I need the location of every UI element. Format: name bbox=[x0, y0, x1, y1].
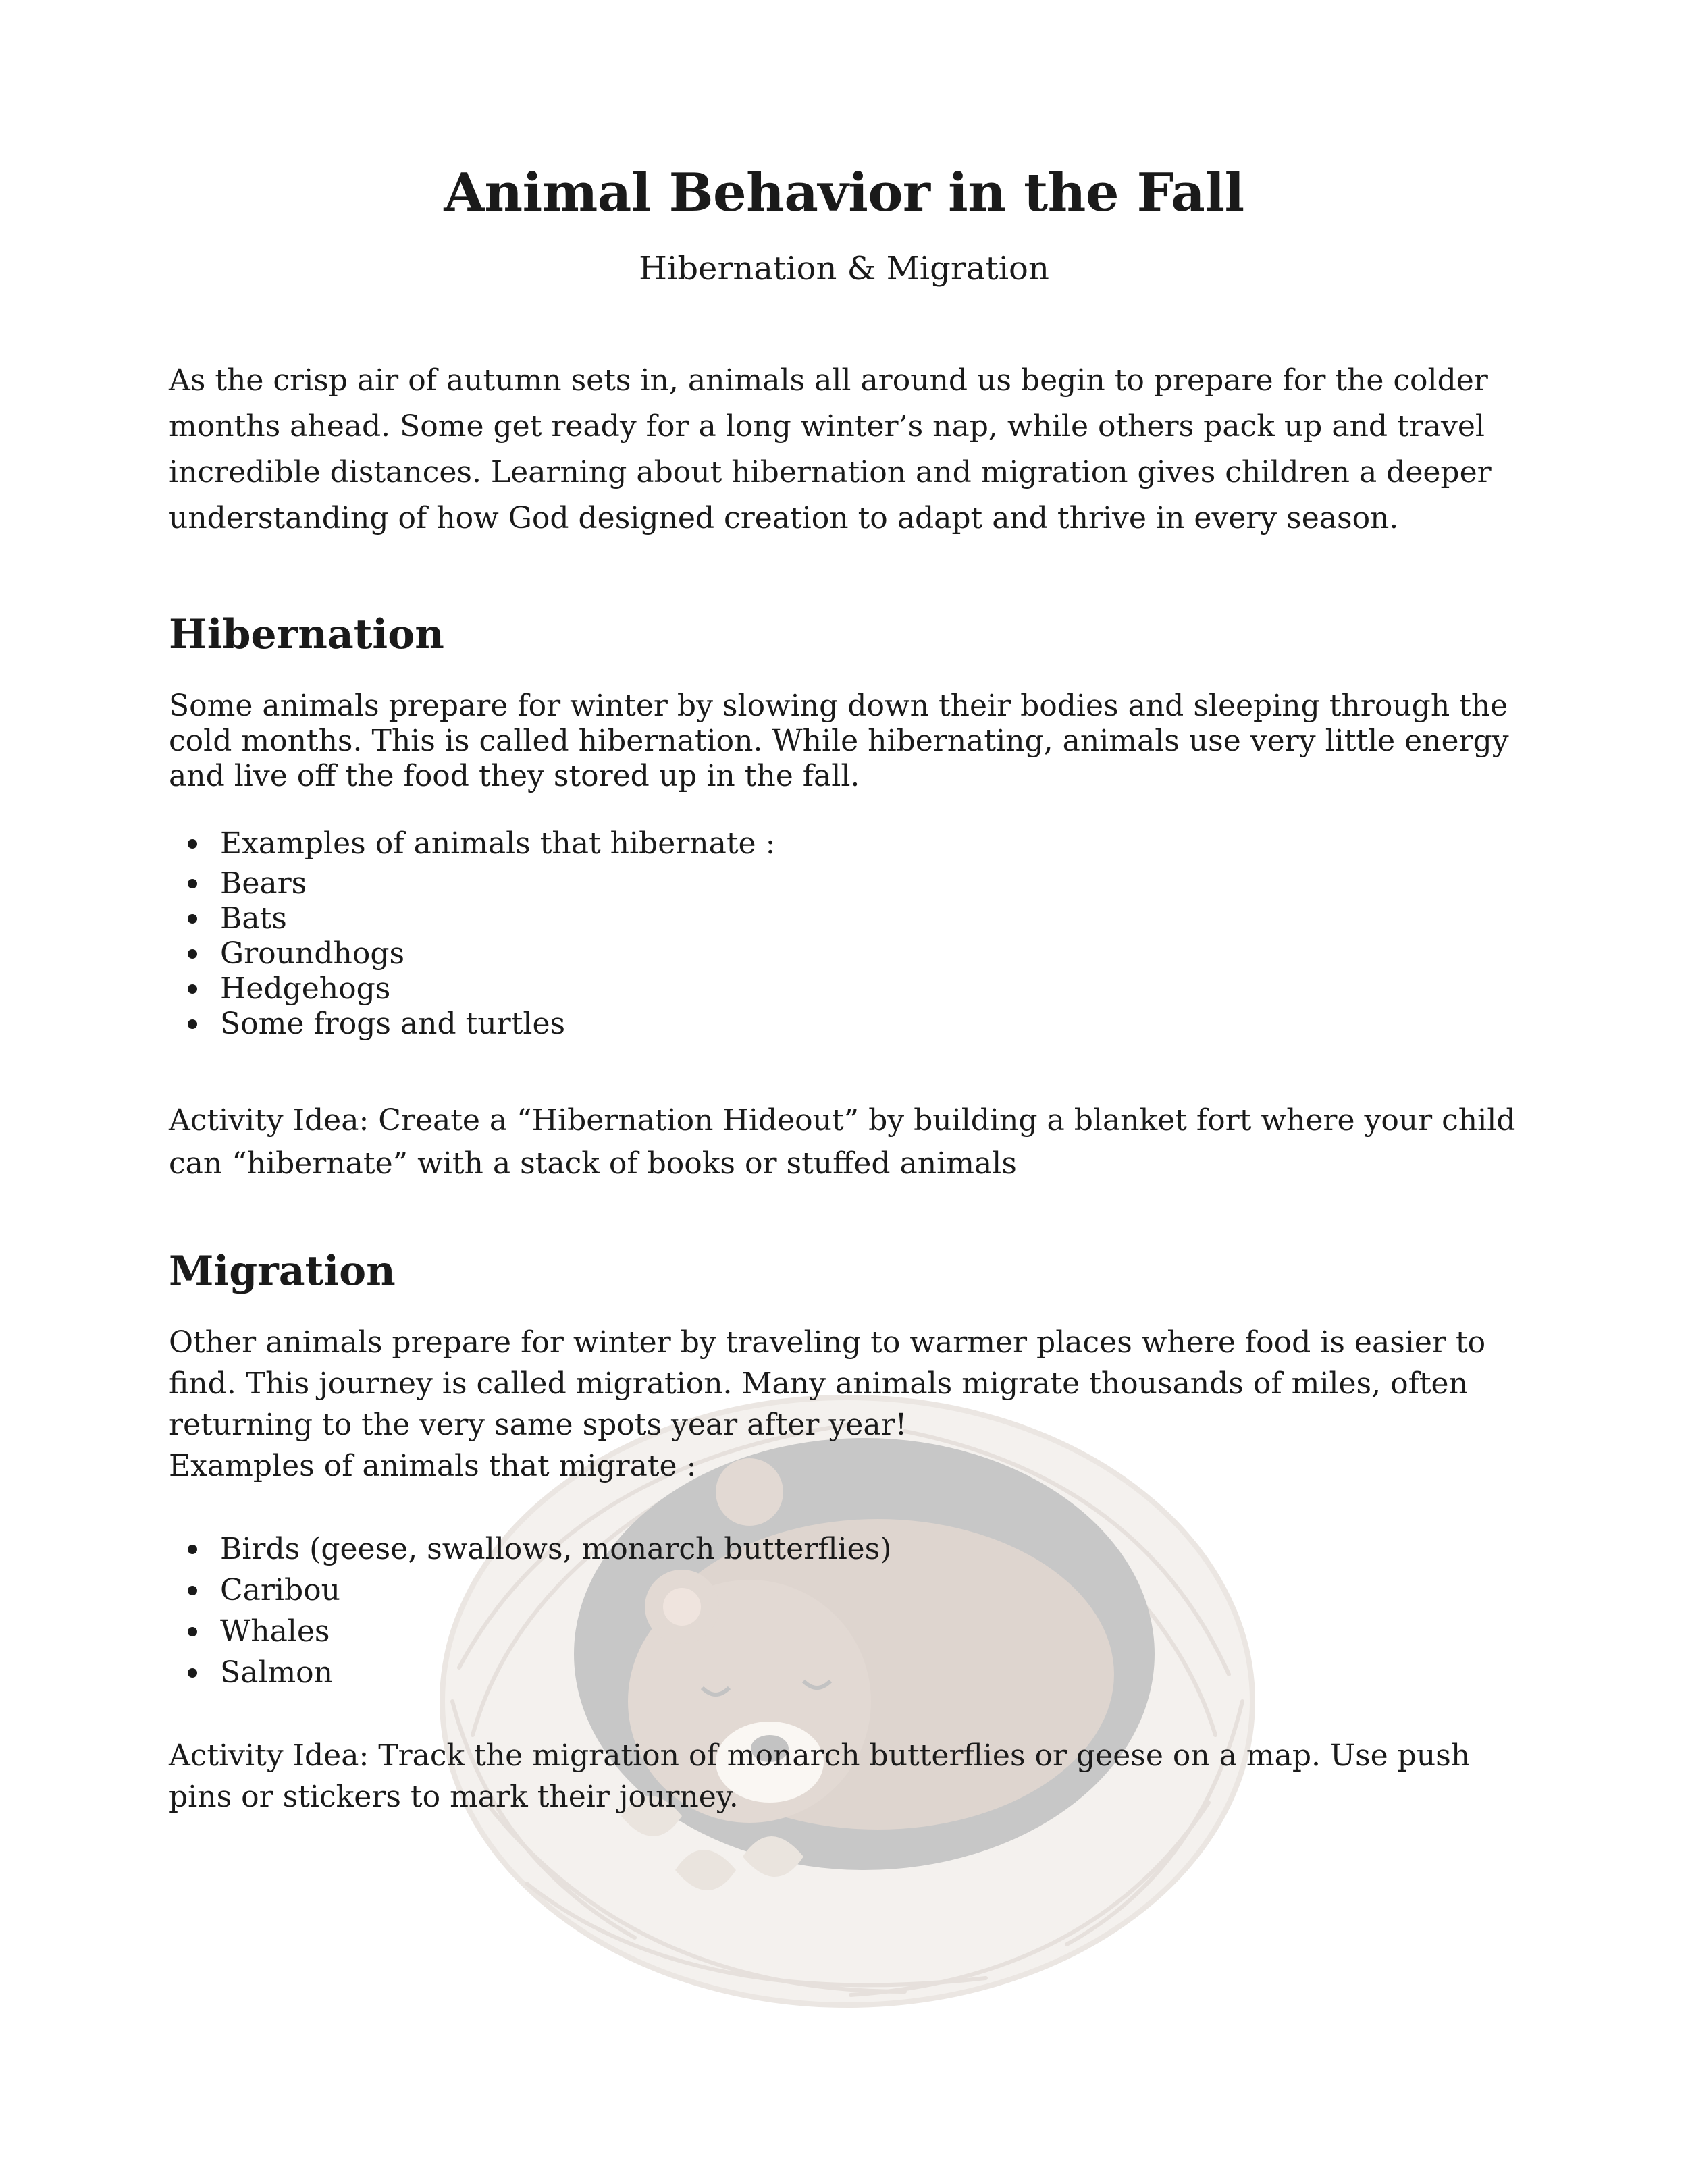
migration-activity: Activity Idea: Track the migration of monarch butterflies or geese on a map. Use push pins or stickers to mark their journey. bbox=[169, 1738, 1471, 1814]
hibernation-activity: Activity Idea: Create a “Hibernation Hideout” by building a blanket fort where your child can “hibernate” with a stack of books or stuffed animals bbox=[169, 1103, 1516, 1181]
page-title: Animal Behavior in the Fall bbox=[444, 162, 1244, 223]
hibernation-examples-label-list bbox=[169, 822, 775, 865]
list-item: Salmon bbox=[220, 1652, 891, 1693]
list-item: Caribou bbox=[220, 1570, 891, 1611]
migration-examples-label: Examples of animals that migrate : bbox=[169, 1449, 697, 1483]
intro-paragraph: As the crisp air of autumn sets in, animals all around us begin to prepare for the colder months ahead. Some get ready for a long winter’s nap, while others pack up and travel incredible distances. Learning about hibernation and migration gives children a deeper understanding of how God designed creation to adapt and thrive in every season. bbox=[169, 363, 1492, 535]
list-item: Groundhogs bbox=[220, 936, 565, 971]
migration-paragraph: Other animals prepare for winter by traveling to warmer places where food is easier to find. This journey is called migration. Many animals migrate thousands of miles, often returning to the very same spots year after year! bbox=[169, 1325, 1486, 1442]
list-item: Birds (geese, swallows, monarch butterflies) bbox=[220, 1528, 891, 1570]
hibernation-heading: Hibernation bbox=[169, 611, 444, 658]
page-subtitle: Hibernation & Migration bbox=[639, 250, 1049, 288]
hibernation-examples-list bbox=[169, 866, 565, 1042]
migration-heading: Migration bbox=[169, 1248, 396, 1295]
list-item: Bears bbox=[220, 866, 565, 901]
list-item: Examples of animals that hibernate : bbox=[220, 822, 775, 865]
list-item: Bats bbox=[220, 901, 565, 936]
migration-examples-list bbox=[169, 1528, 891, 1693]
hibernation-paragraph: Some animals prepare for winter by slowing down their bodies and sleeping through the cold months. This is called hibernation. While hibernating, animals use very little energy and live off the food they stored up in the fall. bbox=[169, 689, 1509, 793]
list-item: Hedgehogs bbox=[220, 971, 565, 1007]
list-item: Whales bbox=[220, 1611, 891, 1652]
list-item: Some frogs and turtles bbox=[220, 1007, 566, 1041]
